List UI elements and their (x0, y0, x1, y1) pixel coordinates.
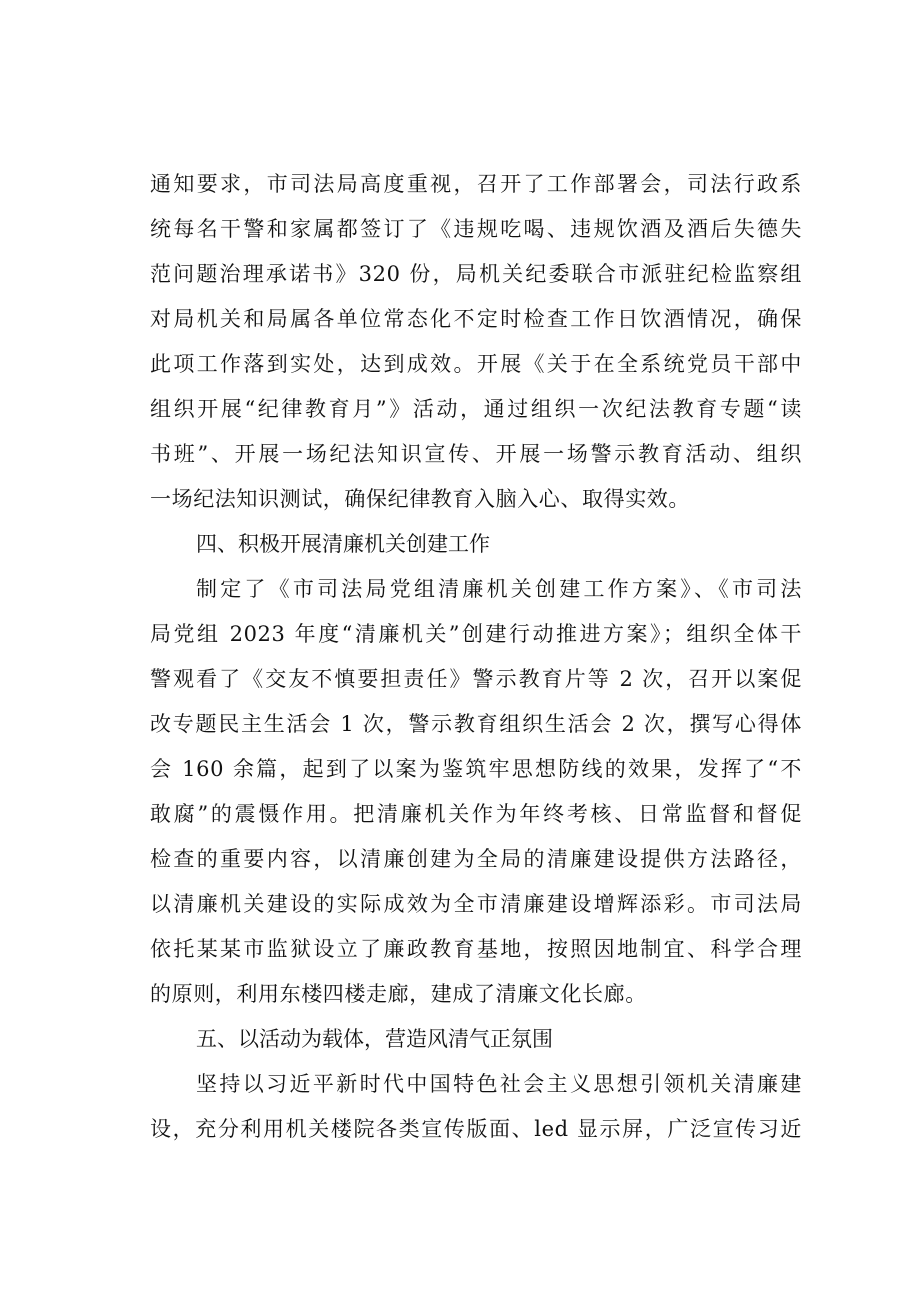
paragraph-line: 书班”、开展一场纪法知识宣传、开展一场警示教育活动、组织 (150, 442, 802, 466)
paragraph-line: 对局机关和局属各单位常态化不定时检查工作日饮酒情况，确保 (150, 307, 802, 331)
paragraph-line: 警观看了《交友不慎要担责任》警示教育片等 2 次，召开以案促 (150, 667, 802, 691)
paragraph-discipline-education (150, 162, 802, 522)
paragraph-line: 组织开展“纪律教育月”》活动，通过组织一次纪法教育专题“读 (150, 397, 802, 421)
paragraph-line: 坚持以习近平新时代中国特色社会主义思想引领机关清廉建 (196, 1072, 802, 1096)
paragraph-line: 局党组 2023 年度“清廉机关”创建行动推进方案》；组织全体干 (150, 622, 802, 646)
paragraph-line: 敢腐”的震慑作用。把清廉机关作为年终考核、日常监督和督促 (150, 802, 802, 826)
paragraph-line: 的原则，利用东楼四楼走廊，建成了清廉文化长廊。 (150, 982, 647, 1006)
paragraph-line: 此项工作落到实处，达到成效。开展《关于在全系统党员干部中 (150, 352, 802, 376)
paragraph-line: 检查的重要内容，以清廉创建为全局的清廉建设提供方法路径， (150, 847, 802, 871)
document-body (150, 162, 802, 1152)
paragraph-line: 范问题治理承诺书》320 份，局机关纪委联合市派驻纪检监察组 (150, 262, 802, 286)
section-heading-5: 五、以活动为载体，营造风清气正氛围 (196, 1027, 553, 1051)
paragraph-line: 设，充分利用机关楼院各类宣传版面、led 显示屏，广泛宣传习近 (150, 1117, 802, 1141)
paragraph-line: 改专题民主生活会 1 次，警示教育组织生活会 2 次，撰写心得体 (150, 712, 802, 736)
paragraph-activities (150, 1062, 802, 1152)
paragraph-line: 会 160 余篇，起到了以案为鉴筑牢思想防线的效果，发挥了“不 (150, 757, 802, 781)
paragraph-clean-agency (150, 567, 802, 1017)
paragraph-line: 以清廉机关建设的实际成效为全市清廉建设增辉添彩。市司法局 (150, 892, 802, 916)
paragraph-line: 依托某某市监狱设立了廉政教育基地，按照因地制宜、科学合理 (150, 937, 802, 961)
section-heading-4: 四、积极开展清廉机关创建工作 (196, 532, 490, 556)
paragraph-line: 统每名干警和家属都签订了《违规吃喝、违规饮酒及酒后失德失 (150, 217, 802, 241)
paragraph-line: 通知要求，市司法局高度重视，召开了工作部署会，司法行政系 (150, 172, 802, 196)
paragraph-line: 制定了《市司法局党组清廉机关创建工作方案》、《市司法 (196, 577, 802, 601)
paragraph-line: 一场纪法知识测试，确保纪律教育入脑入心、取得实效。 (150, 487, 690, 511)
